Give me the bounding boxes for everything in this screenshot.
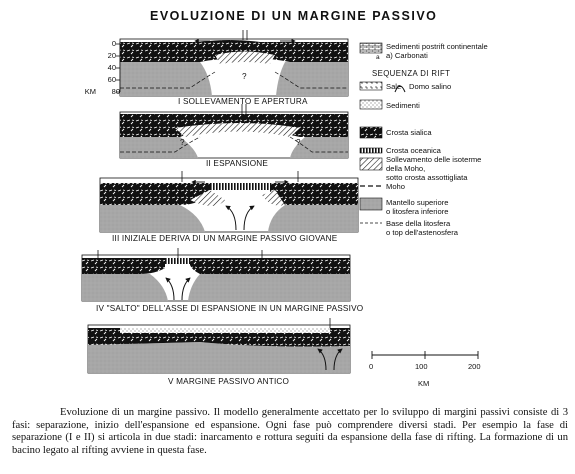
scale-bar xyxy=(372,351,478,359)
stage-1-label: I SOLLEVAMENTO E APERTURA xyxy=(178,97,308,106)
depth-tick-60: 60 xyxy=(107,75,116,84)
stage-3-cross-section xyxy=(100,171,358,232)
swatch-postrift xyxy=(360,43,382,53)
scale-tick-200: 200 xyxy=(468,362,481,371)
stage-5-cross-section xyxy=(88,318,350,373)
legend-domo: Domo salino xyxy=(409,82,452,91)
swatch-mantello xyxy=(360,198,382,210)
legend-mantello-1: Mantello superiore xyxy=(386,198,449,207)
legend-sollevamento-1: Sollevamento delle isoterme xyxy=(386,155,482,164)
legend-sollevamento-3: sotto crosta assottigliata xyxy=(386,173,468,182)
stage-2-label: II ESPANSIONE xyxy=(206,159,269,168)
stage-3-label: III INIZIALE DERIVA DI UN MARGINE PASSIVO GIOVANE xyxy=(112,234,338,243)
figure-caption: Evoluzione di un margine passivo. Il modello generalmente accettato per lo sviluppo di margini passivi consiste di 3 fasi: separazione, inizio dell'espansione ed espansione. Ogni fase può comprendere diversi stadi. Per esempio la fase di separazione (I e II) si articola in due stadi: inarcamento e rottura seguiti da espansione della fase di rifting. La formazione di un bacino legato al rifting avviene in questa fase. xyxy=(12,407,568,456)
legend-base-2: o top dell'astenosfera xyxy=(386,228,458,237)
figure-title: EVOLUZIONE DI UN MARGINE PASSIVO xyxy=(150,9,438,23)
question-mark: ? xyxy=(242,72,247,81)
swatch-crosta-sialica xyxy=(360,127,382,138)
legend-crosta-oceanica: Crosta oceanica xyxy=(386,146,441,155)
scale-unit: KM xyxy=(418,379,430,388)
legend-mantello-2: o litosfera inferiore xyxy=(386,207,449,216)
depth-tick-0: 0 xyxy=(111,39,116,48)
stage-4-cross-section xyxy=(82,248,350,301)
stage-5-label: V MARGINE PASSIVO ANTICO xyxy=(168,377,290,386)
scale-tick-0: 0 xyxy=(369,362,374,371)
legend-sale: Sale xyxy=(386,82,402,91)
legend-sedimenti: Sedimenti xyxy=(386,101,420,110)
question-mark: ? xyxy=(296,138,301,147)
depth-tick-40: 40 xyxy=(107,63,116,72)
stage-4-label: IV "SALTO" DELL'ASSE DI ESPANSIONE IN UN MARGINE PASSIVO xyxy=(96,304,364,313)
legend-crosta-sialica: Crosta sialica xyxy=(386,128,432,137)
swatch-sollevamento xyxy=(360,158,382,170)
legend-moho: Moho xyxy=(386,182,405,191)
legend-sollevamento-2: della Moho, xyxy=(386,164,426,173)
legend-rift-header: SEQUENZA DI RIFT xyxy=(372,69,451,78)
legend-carbonati: a) Carbonati xyxy=(386,51,428,60)
legend-base-1: Base della litosfera xyxy=(386,219,451,228)
swatch-crosta-oceanica xyxy=(360,148,382,153)
swatch-sedimenti xyxy=(360,100,382,109)
stage-1-cross-section xyxy=(116,30,348,96)
swatch-sale xyxy=(360,82,382,90)
depth-tick-80: 80 xyxy=(111,87,120,96)
legend-postrift: Sedimenti postrift continentale xyxy=(386,42,488,51)
stage-2-cross-section xyxy=(120,104,348,158)
depth-tick-20: 20 xyxy=(107,51,116,60)
scale-tick-100: 100 xyxy=(415,362,428,371)
depth-axis-unit: KM xyxy=(84,87,96,96)
legend-carbonati-letter: a xyxy=(376,54,380,61)
question-mark: ? xyxy=(180,138,185,147)
